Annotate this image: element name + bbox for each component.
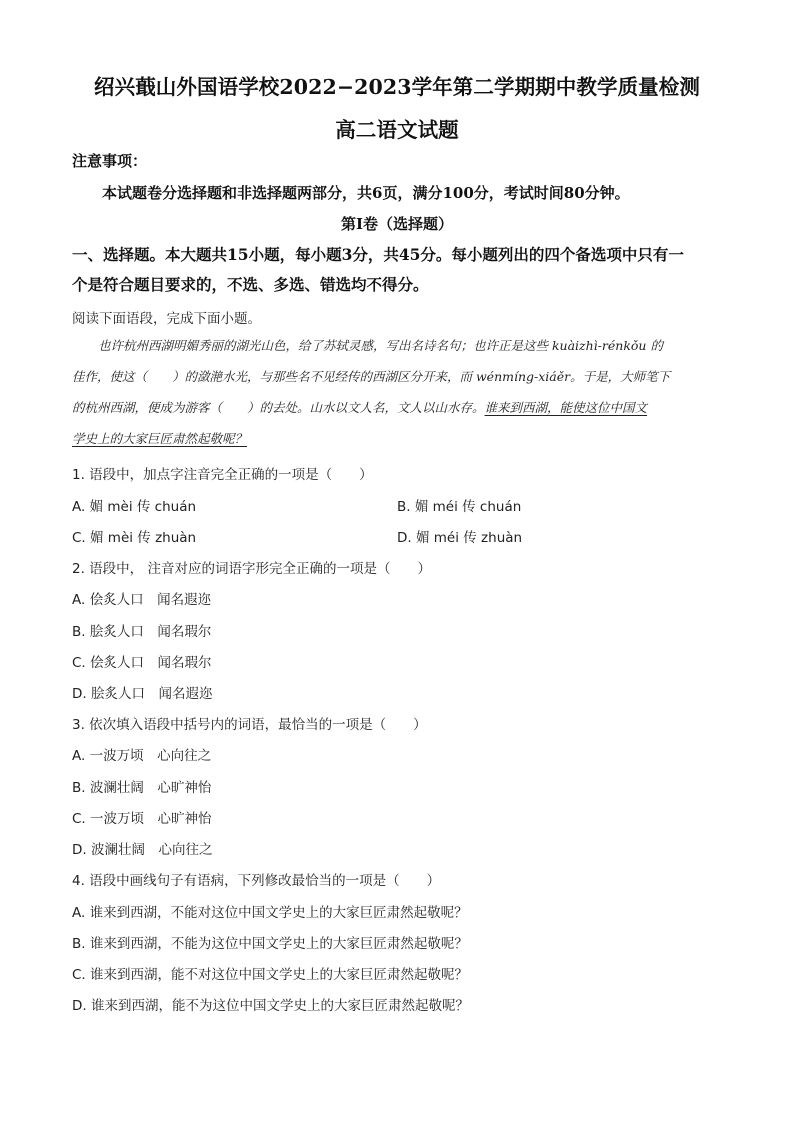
question-3-option-d[interactable]: D. 波澜壮阔 心向往之 bbox=[72, 842, 213, 858]
reading-passage bbox=[72, 330, 720, 454]
question-3-option-c[interactable]: C. 一波万顷 心旷神怡 bbox=[72, 811, 212, 827]
question-4-option-d[interactable]: D. 谁来到西湖，能不为这位中国文学史上的大家巨匠肃然起敬呢？ bbox=[72, 998, 469, 1014]
reading-instruction: 阅读下面语段，完成下面小题。 bbox=[72, 311, 261, 327]
question-4-stem: 4. 语段中画线句子有语病，下列修改最恰当的一项是（ ） bbox=[72, 873, 441, 889]
passage-text: 的杭州西湖，便成为游客（ ）的去处。山水以文人名，文人以山水存。 bbox=[72, 400, 485, 415]
question-1-option-c[interactable]: C. 媚 mèi 传 zhuàn bbox=[72, 530, 197, 546]
question-2-stem: 2. 语段中， 注音对应的词语字形完全正确的一项是（ ） bbox=[72, 561, 431, 577]
question-1-option-d[interactable]: D. 媚 méi 传 zhuàn bbox=[397, 530, 523, 546]
exam-subtitle: 高二语文试题 bbox=[335, 118, 459, 142]
question-1-stem: 1. 语段中，加点字注音完全正确的一项是（ ） bbox=[72, 467, 373, 483]
question-4-option-b[interactable]: B. 谁来到西湖，不能为这位中国文学史上的大家巨匠肃然起敬呢？ bbox=[72, 936, 468, 952]
part-title: 第Ⅰ卷（选择题） bbox=[340, 215, 454, 233]
question-1-option-b[interactable]: B. 媚 méi 传 chuán bbox=[397, 499, 522, 515]
question-2-option-a[interactable]: A. 侩炙人口 闻名遐迩 bbox=[72, 592, 212, 608]
passage-line bbox=[72, 423, 720, 454]
question-2-option-c[interactable]: C. 侩炙人口 闻名瑕尔 bbox=[72, 655, 212, 671]
question-3-stem: 3. 依次填入语段中括号内的词语，最恰当的一项是（ ） bbox=[72, 717, 427, 733]
passage-line: 佳作，使这（ ）的潋滟水光，与那些名不见经传的西湖区分开来，而 wénmíng-xiáěr。于是，大师笔下 bbox=[72, 369, 671, 384]
underlined-sentence: 学史上的大家巨匠肃然起敬呢？ bbox=[72, 431, 248, 446]
question-2-option-d[interactable]: D. 脍炙人口 闻名遐迩 bbox=[72, 686, 213, 702]
question-2-option-b[interactable]: B. 脍炙人口 闻名瑕尔 bbox=[72, 624, 212, 640]
question-4-option-a[interactable]: A. 谁来到西湖，不能对这位中国文学史上的大家巨匠肃然起敬呢？ bbox=[72, 905, 468, 921]
section-instruction-line2: 个是符合题目要求的，不选、多选、错选均不得分。 bbox=[72, 275, 429, 294]
underlined-sentence: 谁来到西湖，能使这位中国文 bbox=[484, 400, 648, 415]
section-instruction-line1: 一、选择题。本大题共15小题，每小题3分，共45分。每小题列出的四个备选项中只有一 bbox=[72, 245, 684, 264]
question-4-option-c[interactable]: C. 谁来到西湖，能不对这位中国文学史上的大家巨匠肃然起敬呢？ bbox=[72, 967, 469, 983]
question-3-option-b[interactable]: B. 波澜壮阔 心旷神怡 bbox=[72, 780, 212, 796]
question-1-option-a[interactable]: A. 媚 mèi 传 chuán bbox=[72, 499, 197, 515]
passage-line: 也许杭州西湖明媚秀丽的湖光山色，给了苏轼灵感，写出名诗名句；也许正是这些 kuàizhì-rénkǒu 的 bbox=[98, 338, 663, 353]
notice-text: 本试题卷分选择题和非选择题两部分，共6页，满分100分，考试时间80分钟。 bbox=[102, 184, 630, 202]
question-3-option-a[interactable]: A. 一波万顷 心向往之 bbox=[72, 748, 212, 764]
passage-line bbox=[72, 392, 720, 423]
exam-title: 绍兴蕺山外国语学校2022−2023学年第二学期期中教学质量检测 bbox=[94, 75, 700, 99]
notice-heading: 注意事项： bbox=[72, 152, 148, 170]
